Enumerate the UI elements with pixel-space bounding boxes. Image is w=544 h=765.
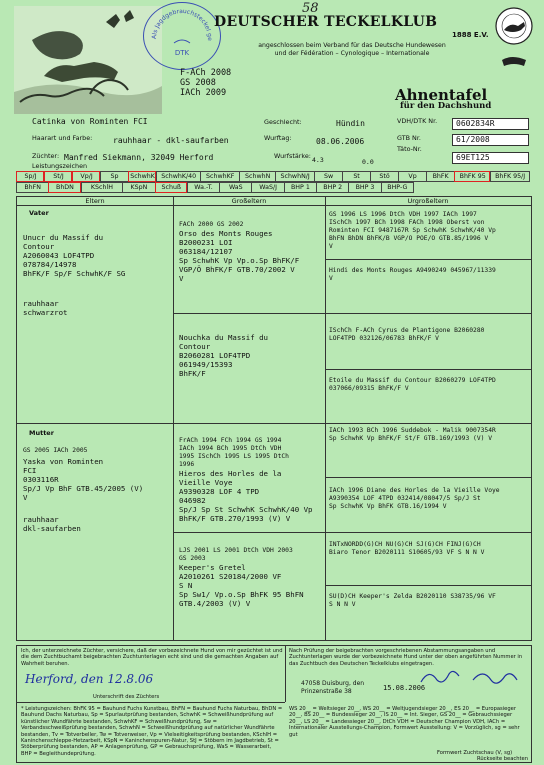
perf-cell: BHP 1: [284, 182, 316, 193]
pedigree-table: [16, 196, 532, 641]
perf-cell: SchwhK: [128, 171, 156, 182]
grandparent-titles: LJS 2001 LS 2001 DtCh VDH 2003 GS 2003: [179, 547, 293, 562]
perf-cell: WaS: [219, 182, 251, 193]
formwert-caption: Formwert Zuchtschau (V, sg): [437, 750, 513, 756]
perf-cell: BhFK 95: [454, 171, 490, 182]
footer-section: [16, 645, 532, 763]
performance-row-1: [16, 171, 530, 182]
title-item: GS 2008: [180, 78, 216, 88]
great-grandparent-5: IACh 1993 BCh 1996 Suddebok - Malik 9007354R Sp SchwhK Vp BhFK/F St/F GTB.169/1993 (V) V: [329, 427, 496, 442]
perf-cell: Vp: [398, 171, 426, 182]
perf-cell: BhFN: [16, 182, 48, 193]
grandparent-2: [179, 333, 323, 378]
club-emblem: [494, 4, 534, 74]
perf-cell: Sp/J: [16, 171, 44, 182]
great-grandparent-3: ISchCh F-ACh Cyrus de Plantigone B2060280 LOF4TPD 032126/06783 BhFK/F V: [329, 327, 485, 342]
hunting-illustration: [14, 6, 162, 114]
office-date: 15.08.2006: [383, 684, 426, 692]
perf-cell: Sp: [100, 171, 128, 182]
club-stamp: [143, 2, 221, 70]
perf-cell: BhFK: [426, 171, 454, 182]
great-grandparent-8: SU(D)CH Keeper's Zelda B2020110 S38735/96 VF S N N V: [329, 593, 496, 608]
office-signature: [417, 666, 527, 688]
tato-label: Täto-Nr.: [397, 145, 422, 153]
document-title: Ahnentafel: [395, 86, 488, 104]
perf-cell: WaS/J: [251, 182, 283, 193]
breeder-value: Manfred Siekmann, 32049 Herford: [64, 153, 214, 162]
sex-label: Geschlecht:: [264, 118, 302, 126]
abbreviation-text: WS 20__ = Weltsieger 20__, WS 20__ = Weltjugendsieger 20__, ES 20__ = Europasieger 20__, BS 20__ = Bundessieger 20__, IS 20__ = Int. Sieger, GS 20__ = Gebrauchssieger 20__, LS 20__ = Landessieger 20__, DtCh VDH = Deutscher Champion VDH, IACh = Internationaler Ausstellungs-Champion, Formwert Ausstellung: V = Vorzüglich, sg = sehr gut: [289, 706, 520, 738]
office-declaration: Nach Prüfung der beigebrachten vorgeschriebenen Abstammungsangaben und Zuchtunterlagen wurde der vorbezeichnete Hund unter der oben angeführten Nummer in das Zuchtbuch des Deutschen Teckelklubs eingetragen.: [289, 648, 523, 667]
dam-titles: GS 2005 IACh 2005: [23, 447, 88, 454]
col-head-great-grandparents: Urgroßeltern: [407, 197, 449, 205]
whelp-label: Wurftag:: [264, 134, 292, 142]
title-item: IACh 2009: [180, 88, 227, 98]
perf-cell: SchwhN: [239, 171, 275, 182]
gtb-label: GTB Nr.: [397, 134, 421, 142]
perf-cell: Vp/J: [72, 171, 100, 182]
dam-details: Yaska von Rominten FCI 0303116R Sp/J Vp BhF GTB.45/2005 (V) V: [23, 457, 144, 502]
grandparent-1: [179, 221, 323, 283]
performance-label: Leistungszeichen: [32, 162, 88, 170]
vdh-label: VDH/DTK Nr.: [397, 117, 438, 125]
perf-cell: BHP 2: [316, 182, 348, 193]
grandparent-titles: FrACh 1994 FCh 1994 GS 1994 IACh 1994 BCh 1995 DtCh VDH 1995 ISchCh 1995 LS 1995 DtCh 1996: [179, 437, 289, 468]
dam-coat: rauhhaar dkl-saufarben: [23, 515, 81, 533]
handwritten-number: 58: [302, 1, 319, 16]
svg-text:Als Jagdgebrauchsteckel geprüf: [144, 3, 213, 41]
great-grandparent-4: Etoile du Massif du Contour B2060279 LOF4TPD 037066/09315 BhFK/F V: [329, 377, 496, 392]
breeder-signature-caption: Unterschrift des Züchters: [93, 694, 160, 700]
title-list: [180, 68, 231, 98]
dog-name: Catinka von Rominten FCI: [32, 117, 148, 126]
document-subtitle: für den Dachshund: [400, 101, 492, 111]
col-head-parents: Eltern: [85, 197, 105, 205]
perf-cell: BHP 3: [348, 182, 380, 193]
club-affiliation: angeschlossen beim Verband für das Deutsche Hundewesen und der Fédération – Cynologique – Internationale: [258, 42, 446, 57]
litter-value-2: 0.0: [362, 158, 374, 166]
perf-cell: KSpN: [122, 182, 154, 193]
great-grandparent-6: IACh 1996 Diane des Horles de la Vieille Voye A9390354 LOF 4TPD 032414/08047/5 Sp/J St Sp SchwhK Vp BhFK GTB.16/1994 V: [329, 487, 500, 510]
club-year: 1888 E.V.: [452, 31, 489, 39]
litter-label: Wurfstärke:: [274, 152, 311, 160]
perf-cell: KSchlH: [81, 182, 123, 193]
vdh-number: 0602834R: [452, 118, 529, 130]
grandparent-titles: FACh 2000 GS 2002: [179, 221, 244, 228]
perf-cell: SchwhKF: [200, 171, 239, 182]
grandparent-details: Orso des Monts Rouges B2000231 LOI 063184/12107 Sp SchwhK Vp Vp.o.Sp BhFK/F VGP/Ö BhFK/F GTB.70/2002 V V: [179, 229, 300, 283]
sire-label: Vater: [29, 209, 49, 217]
perf-cell: BHP-G: [381, 182, 414, 193]
breeder-declaration: Ich, der unterzeichnete Züchter, versichere, daß der vorbezeichnete Hund von mir gezüchtet ist und die dem Zuchtbuchamt beigebrachten Zuchtunterlagen echt sind und die gemachten Angaben auf Wahrheit beruhen.: [21, 648, 283, 667]
perf-cell: Schuß: [155, 182, 187, 193]
grandparent-details: Keeper's Gretel A2010261 S20184/2000 VF S N Sp Sw1/ Vp.o.Sp BhFK 95 BhFN GTB.4/2003 (V) V: [179, 563, 304, 608]
perf-cell: SchwhK/40: [156, 171, 200, 182]
whelp-date: 08.06.2006: [316, 137, 365, 146]
performance-row-2: [16, 182, 414, 193]
great-grandparent-1: GS 1996 LS 1996 DtCh VDH 1997 IACh 1997 ISchCh 1997 BCh 1998 FACh 1998 Oberst von Rominten FCI 9487167R Sp SchwhK SchwhK/40 Vp BhFN BhDN BhFK/B VGP/O POE/O GTB.85/1996 V V: [329, 211, 496, 250]
dam-label: Mutter: [29, 429, 54, 437]
great-grandparent-2: Hindi des Monts Rouges A9490249 045967/11339 V: [329, 267, 496, 282]
coat-value: rauhhaar - dkl-saufarben: [113, 136, 229, 145]
gtb-number: 61/2008: [452, 134, 529, 146]
grandparent-4: [179, 547, 323, 608]
breeder-label: Züchter:: [32, 152, 60, 160]
club-name: DEUTSCHER TECKELKLUB: [214, 14, 438, 30]
stamp-text: Als Jagdgebrauchsteckel ge: [150, 7, 214, 41]
col-head-grandparents: Großeltern: [231, 197, 267, 205]
perf-cell: BhDN: [48, 182, 80, 193]
sire-details: Unucr du Massif du Contour A2060043 LOF4TPD 078784/14978 BhFK/F Sp/F SchwhK/F SG: [23, 233, 126, 278]
great-grandparent-7: INTxNORDD(G)CH NU(G)CH SJ(G)CH FINJ(G)CH Biaro Tenor B2020111 S10605/93 VF S N N V: [329, 541, 485, 556]
coat-label: Haarart und Farbe:: [32, 134, 93, 142]
sex-value: Hündin: [336, 119, 365, 128]
breeder-place-date: Herford, den 12.8.06: [25, 672, 154, 686]
litter-value: 4.3: [312, 156, 324, 164]
grandparent-details: Hieros des Horles de la Vieille Voye A9390328 LOF 4 TPD 046982 Sp/J Sp St SchwhK SchwhK/40 Vp BhFK/F GTB.270/1993 (V) V: [179, 469, 313, 523]
stamp-center-text: DTK: [174, 49, 190, 57]
tato-number: 69ET125: [452, 152, 529, 164]
perf-cell: Stö: [370, 171, 398, 182]
perf-cell: Wa.-T.: [187, 182, 219, 193]
perf-cell: BhFK 95/J: [490, 171, 530, 182]
perf-cell: SchwhN/J: [275, 171, 314, 182]
sire-coat: rauhhaar schwarzrot: [23, 299, 68, 317]
perf-cell: St/J: [44, 171, 72, 182]
office-address: 47058 Duisburg, den Prinzenstraße 38: [301, 680, 365, 695]
legend-text: * Leistungszeichen: BhFK 95 = Bauhund Fuchs Kunstbau, BhFN = Bauhund Fuchs Naturbau, BhDN = Bauhund Dachs Naturbau, Sp = Spurlautprüfung bestanden, SchwhK = Schweißhundprüfung auf künstlicher Wundfährte bestanden, SchwhKF = Schweißhundprüfung, Sw = Verbandsschweißprüfung bestanden, SchwhN = Schweißhundprüfung auf natürlicher Wundfährte bestanden, Tv = Totverbeller, Tw = Totverweiser, Vp = Vielseitigkeitsprüfung bestanden, KSchlH = Kaninchenschleppe-Hetzarbeit, KSpN = Kaninchenspuren-Natur, StJ = Stöbern im Jagdbetrieb, St = Stöberprüfung bestanden, AP = Anlagenprüfung, GP = Gebrauchsprüfung, WaS = Wasserarbeit, BHP = Begleithundeprüfung.: [21, 706, 283, 757]
grandparent-details: Nouchka du Massif du Contour B2060281 LOF4TPD 061949/15393 BhFK/F: [179, 333, 268, 378]
back-note: Rückseite beachten: [477, 756, 529, 762]
title-item: F-ACh 2008: [180, 68, 232, 78]
grandparent-3: [179, 437, 323, 523]
perf-cell: Sw: [314, 171, 342, 182]
perf-cell: St: [342, 171, 370, 182]
